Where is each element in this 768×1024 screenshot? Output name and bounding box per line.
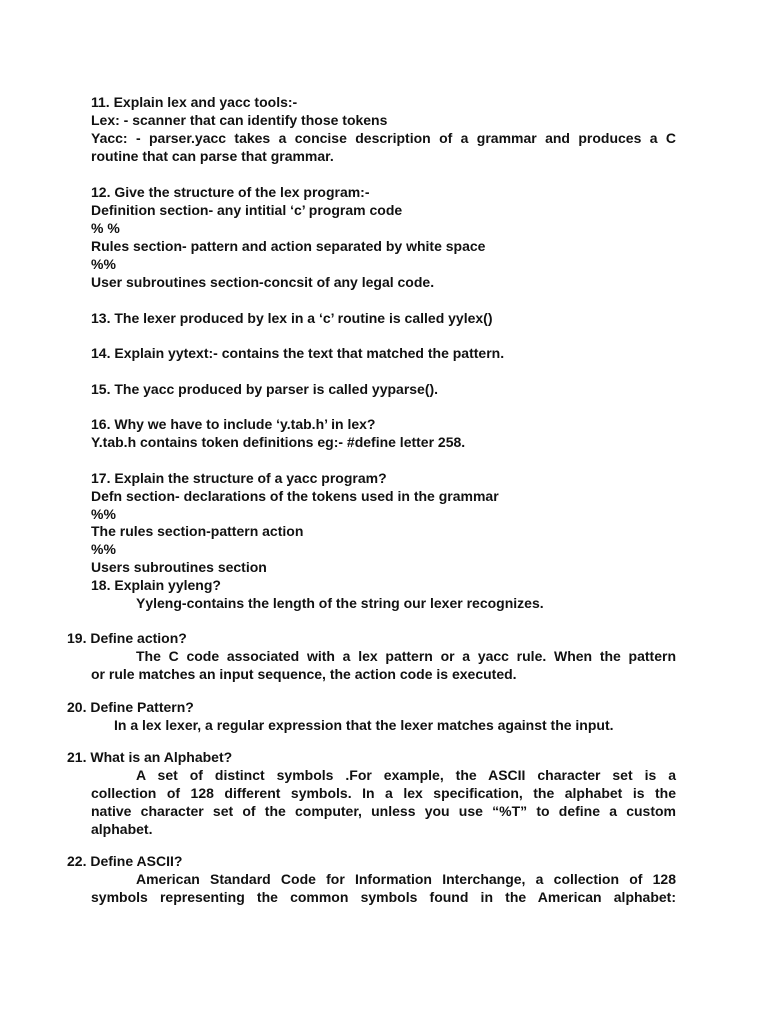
q21-line1: A set of distinct symbols .For example, the ASCII character set is a bbox=[136, 767, 676, 783]
q20-answer: In a lex lexer, a regular expression that the lexer matches against the input. bbox=[114, 717, 614, 733]
q21-line4: alphabet. bbox=[91, 821, 153, 837]
q11-lex: Lex: - scanner that can identify those tokens bbox=[91, 112, 388, 128]
q11-yacc-line1: Yacc: - parser.yacc takes a concise description of a grammar and produces a C bbox=[91, 130, 676, 146]
q21-line2: collection of 128 different symbols. In a lex specification, the alphabet is the bbox=[91, 785, 676, 801]
q12-user-subroutines: User subroutines section-concsit of any legal code. bbox=[91, 274, 435, 290]
q18-answer: Yyleng-contains the length of the string our lexer recognizes. bbox=[136, 595, 544, 611]
q20-title: 20. Define Pattern? bbox=[67, 699, 194, 715]
q17-users: Users subroutines section bbox=[91, 559, 267, 575]
q19-line2: or rule matches an input sequence, the action code is executed. bbox=[91, 666, 517, 682]
q17-defn: Defn section- declarations of the tokens used in the grammar bbox=[91, 488, 499, 504]
q14-title: 14. Explain yytext:- contains the text that matched the pattern. bbox=[91, 345, 505, 361]
q12-definition: Definition section- any intitial ‘c’ program code bbox=[91, 202, 403, 218]
q16-answer: Y.tab.h contains token definitions eg:- #define letter 258. bbox=[91, 434, 466, 450]
q11-yacc-line2: routine that can parse that grammar. bbox=[91, 148, 334, 164]
q19-line1: The C code associated with a lex pattern or a yacc rule. When the pattern bbox=[136, 648, 676, 664]
q22-line1: American Standard Code for Information Interchange, a collection of 128 bbox=[136, 871, 676, 887]
q22-line2: symbols representing the common symbols found in the American alphabet: bbox=[91, 889, 676, 905]
q12-rules: Rules section- pattern and action separated by white space bbox=[91, 238, 486, 254]
q18-title: 18. Explain yyleng? bbox=[91, 577, 221, 593]
q11-title: 11. Explain lex and yacc tools:- bbox=[91, 94, 298, 110]
q21-line3: native character set of the computer, unless you use “%T” to define a custom bbox=[91, 803, 676, 819]
q19-title: 19. Define action? bbox=[67, 630, 187, 646]
q12-title: 12. Give the structure of the lex program:- bbox=[91, 184, 370, 200]
q17-title: 17. Explain the structure of a yacc program? bbox=[91, 470, 387, 486]
q12-separator-1: % % bbox=[91, 220, 120, 236]
q17-rules: The rules section-pattern action bbox=[91, 523, 304, 539]
q21-title: 21. What is an Alphabet? bbox=[67, 749, 233, 765]
q22-title: 22. Define ASCII? bbox=[67, 853, 183, 869]
q15-title: 15. The yacc produced by parser is called yyparse(). bbox=[91, 381, 439, 397]
q12-separator-2: %% bbox=[91, 256, 116, 272]
q13-title: 13. The lexer produced by lex in a ‘c’ routine is called yylex() bbox=[91, 310, 493, 326]
q17-separator-1: %% bbox=[91, 506, 116, 522]
q17-separator-2: %% bbox=[91, 541, 116, 557]
q16-title: 16. Why we have to include ‘y.tab.h’ in lex? bbox=[91, 416, 376, 432]
